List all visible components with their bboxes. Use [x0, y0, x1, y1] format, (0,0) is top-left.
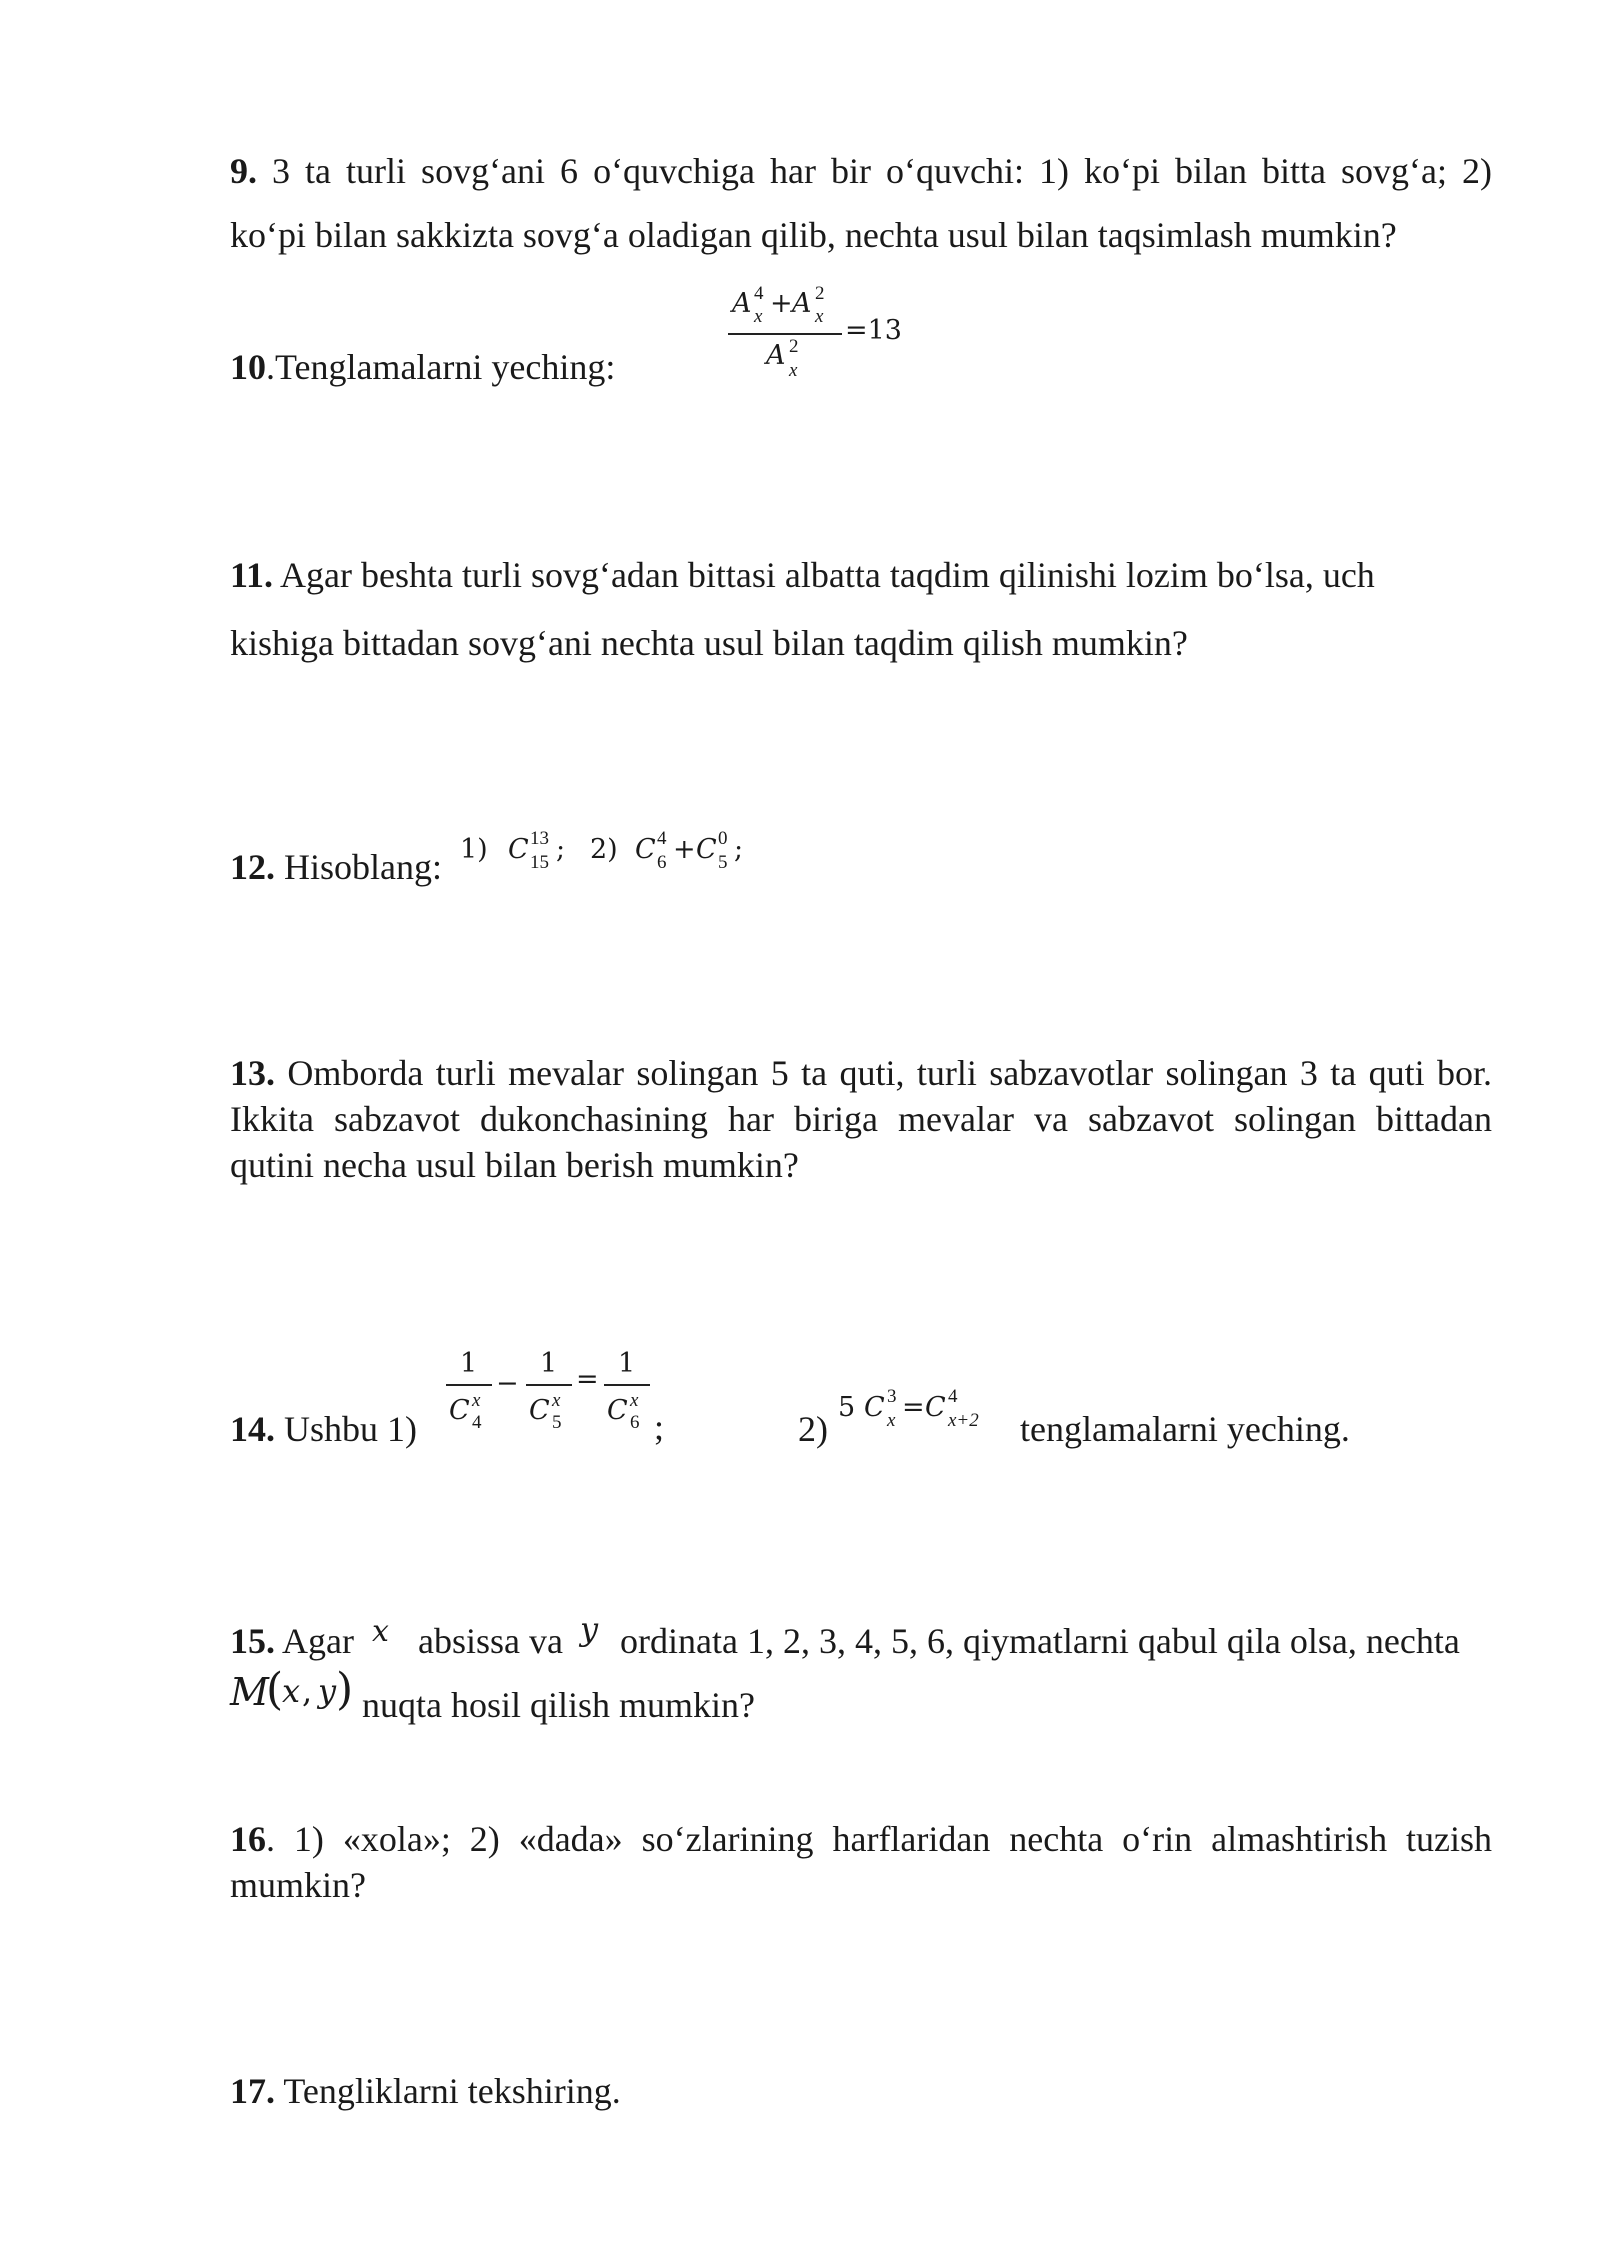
problem-15-number: 15.: [230, 1621, 275, 1661]
problem-16-line-2: mumkin?: [230, 1865, 366, 1905]
problem-15-line-1: 15. Agar: [230, 1621, 354, 1661]
problem-11-line-1: 11. Agar beshta turli sovg‘adan bittasi albatta taqdim qilinishi lozim bo‘lsa, uch: [230, 555, 1375, 595]
problem-10-text: 10.Tenglamalarni yeching:: [230, 347, 616, 387]
problem-16-line-1: 16. 1) «xola»; 2) «dada» so‘zlarining harflaridan nechta o‘rin almashtirish tuzish: [230, 1819, 1492, 1859]
problem-9-line-2: ko‘pi bilan sakkizta sovg‘a oladigan qilib, nechta usul bilan taqsimlash mumkin?: [230, 215, 1397, 255]
problem-13-line-3: qutini necha usul bilan berish mumkin?: [230, 1145, 799, 1185]
problem-11-number: 11.: [230, 555, 274, 595]
problem-13-line-1: 13. Omborda turli mevalar solingan 5 ta quti, turli sabzavotlar solingan 3 ta quti bor.: [230, 1053, 1492, 1093]
problem-12-number: 12.: [230, 847, 275, 887]
problem-11-line-2: kishiga bittadan sovg‘ani nechta usul bilan taqdim qilish mumkin?: [230, 623, 1188, 663]
problem-14-item-2-label: 2): [798, 1409, 828, 1449]
problem-16-number: 16: [230, 1819, 266, 1859]
problem-13-line-2: Ikkita sabzavot dukonchasining har biriga mevalar va sabzavot solingan bittadan: [230, 1099, 1492, 1139]
problem-10-number: 10: [230, 347, 266, 387]
problem-15-y-var: y: [580, 1610, 599, 1648]
problem-15-mid-2: ordinata 1, 2, 3, 4, 5, 6, qiymatlarni qabul qila olsa, nechta: [620, 1621, 1460, 1661]
problem-14-number: 14.: [230, 1409, 275, 1449]
problem-14-text: 14. Ushbu 1): [230, 1409, 417, 1449]
problem-14-tail: tenglamalarni yeching.: [1020, 1409, 1350, 1449]
problem-15-line-2: nuqta hosil qilish mumkin?: [362, 1685, 755, 1725]
problem-12-text: 12. Hisoblang:: [230, 847, 442, 887]
problem-15-x-var: x: [372, 1614, 389, 1649]
problem-10-rhs: =13: [845, 315, 902, 346]
problem-9-line-1: 9. 3 ta turli sovg‘ani 6 o‘quvchiga har bir o‘quvchi: 1) ko‘pi bilan bitta sovg‘a; 2): [230, 151, 1493, 191]
problem-17-text: 17. Tengliklarni tekshiring.: [230, 2071, 621, 2111]
problem-15-mid-1: absissa va: [418, 1621, 563, 1661]
problem-17-number: 17.: [230, 2071, 275, 2111]
problem-9-number: 9.: [230, 151, 257, 191]
problem-13-number: 13.: [230, 1053, 275, 1093]
